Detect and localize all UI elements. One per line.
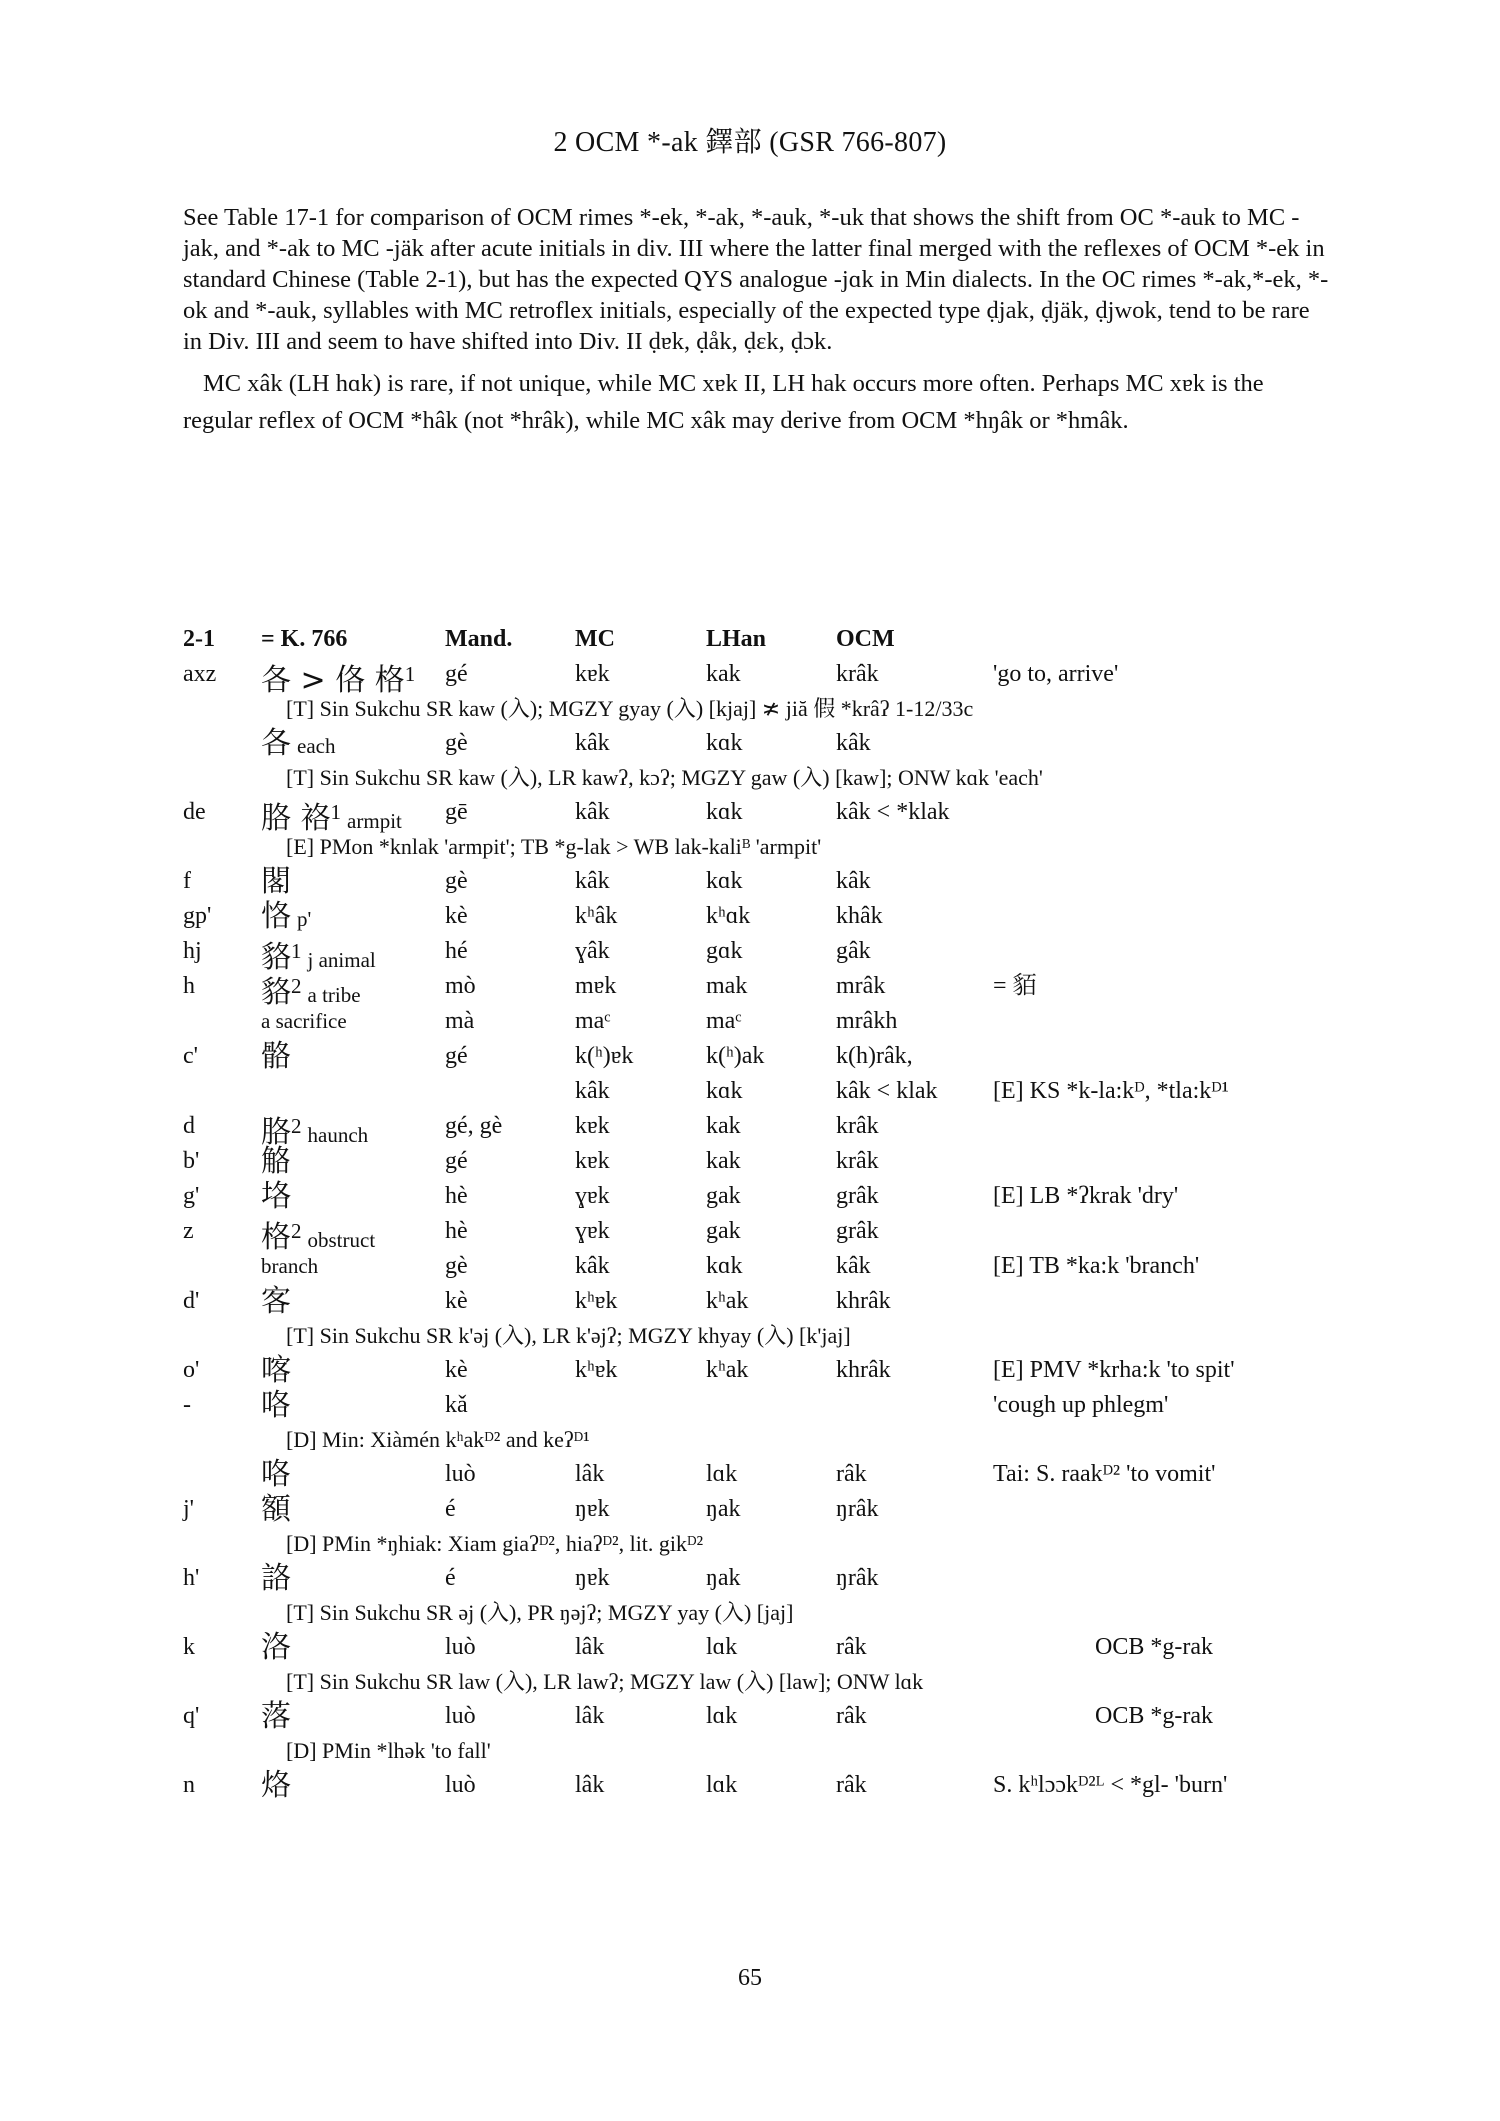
entry-gloss: each — [297, 734, 336, 758]
later-han-reading: gak — [706, 1218, 741, 1244]
note-text: [T] Sin Sukchu SR kaw (入), LR kawʔ, kɔʔ; MGZY gaw (入) [kaw]; ONW kɑk 'each' — [286, 765, 1043, 790]
table-row — [183, 726, 1343, 761]
note-row — [183, 1527, 1343, 1561]
middle-chinese-reading: ɣâk — [575, 938, 610, 964]
entry-id: z — [183, 1218, 194, 1244]
intro-paragraph-1: See Table 17-1 for comparison of OCM rimes *-ek, *-ak, *-auk, *-uk that shows the shift from OC *-auk to MC -jak, and *-ak to MC -jäk after acute initials in div. III where the latter final merged with the reflexes of OCM *-ek in standard Chinese (Table 2-1), but has the expected QYS analogue -jɑk in Min dialects. In the OC rimes *-ak,*-ek, *-ok and *-auk, syllables with MC retroflex initials, especially of the expected type ḍjak, ḍjäk, ḍjwok, tend to be rare in Div. III and seem to have shifted into Div. II ḍɐk, ḍåk, ḍɛk, ḍɔk. — [183, 204, 1329, 355]
comparison-note: 'cough up phlegm' — [993, 1392, 1169, 1418]
mandarin-reading: luò — [445, 1772, 476, 1798]
mandarin-reading: gè — [445, 730, 468, 756]
later-han-reading: kak — [706, 661, 741, 687]
ocm-reading: kâk — [836, 1253, 871, 1279]
entry-id: c' — [183, 1043, 198, 1069]
ocm-reading: ŋrâk — [836, 1565, 879, 1591]
etymology-table — [183, 622, 1343, 1803]
ocm-reading: gâk — [836, 938, 871, 964]
table-row — [183, 1249, 1343, 1284]
table-row — [183, 1074, 1343, 1109]
later-han-reading: kak — [706, 1113, 741, 1139]
chinese-character: 觡 — [261, 1144, 291, 1179]
middle-chinese-reading: mɐk — [575, 973, 617, 999]
comparison-note: [E] KS *k-la:kᴰ, *tla:kᴰ¹ — [993, 1078, 1229, 1104]
comparison-note: = 貊 — [993, 973, 1037, 999]
entry-graph — [261, 864, 291, 902]
ocm-reading: khâk — [836, 903, 883, 929]
chinese-character: 咯 — [261, 1388, 291, 1423]
later-han-reading: gɑk — [706, 938, 743, 964]
mandarin-reading: hè — [445, 1218, 468, 1244]
entry-id: d — [183, 1113, 195, 1139]
ocm-reading: k(h)râk, — [836, 1043, 913, 1069]
entry-graph — [261, 1492, 291, 1530]
mandarin-reading: gè — [445, 868, 468, 894]
later-han-reading: kʰak — [706, 1357, 749, 1383]
table-row — [183, 795, 1343, 836]
note-row — [183, 1423, 1343, 1457]
later-han-reading: ŋak — [706, 1565, 741, 1591]
table-row — [183, 1004, 1343, 1039]
middle-chinese-reading: maᶜ — [575, 1008, 611, 1034]
note-text: [D] PMin *lhək 'to fall' — [286, 1738, 491, 1763]
intro-text — [183, 202, 1333, 439]
entry-graph — [261, 1630, 291, 1668]
middle-chinese-reading: kâk — [575, 730, 610, 756]
table-row — [183, 1768, 1343, 1803]
header-mandarin: Mand. — [445, 626, 513, 652]
chinese-character: 各 — [261, 726, 291, 761]
note-row — [183, 1596, 1343, 1630]
mandarin-reading: kè — [445, 903, 468, 929]
entry-id: o' — [183, 1357, 200, 1383]
note-text: [E] PMon *knlak 'armpit'; TB *g-lak > WB lak-kaliᴮ 'armpit' — [286, 834, 822, 859]
mandarin-reading: gé — [445, 1148, 468, 1174]
entry-id: n — [183, 1772, 195, 1798]
later-han-reading: kʰak — [706, 1288, 749, 1314]
header-middle-chinese: MC — [575, 626, 615, 652]
entry-id: g' — [183, 1183, 200, 1209]
later-han-reading: maᶜ — [706, 1008, 742, 1034]
mandarin-reading: luò — [445, 1634, 476, 1660]
table-row — [183, 657, 1343, 698]
note-row — [183, 1319, 1343, 1353]
comparison-note: OCB *g-rak — [1095, 1703, 1213, 1729]
comparison-note: OCB *g-rak — [1095, 1634, 1213, 1660]
chinese-character: 客 — [261, 1284, 291, 1319]
entry-graph — [261, 1284, 291, 1322]
chinese-character: 貉 — [261, 940, 291, 975]
later-han-reading: kɑk — [706, 730, 743, 756]
table-row — [183, 1457, 1343, 1492]
chinese-character: 詻 — [261, 1561, 291, 1596]
table-row — [183, 1179, 1343, 1214]
note-text: [D] Min: Xiàmén kʰakᴰ² and keʔᴰ¹ — [286, 1427, 590, 1452]
ocm-reading: mrâkh — [836, 1008, 898, 1034]
entry-id: q' — [183, 1703, 200, 1729]
later-han-reading: mak — [706, 973, 748, 999]
middle-chinese-reading: kɐk — [575, 661, 610, 687]
entry-graph — [261, 1353, 291, 1391]
later-han-reading: k(ʰ)ak — [706, 1043, 765, 1069]
entry-gloss: obstruct — [307, 1228, 376, 1252]
note-text: [T] Sin Sukchu SR k'əj (入), LR k'əjʔ; MGZY khyay (入) [k'jaj] — [286, 1323, 851, 1348]
chinese-character: 洛 — [261, 1630, 291, 1665]
entry-id: h' — [183, 1565, 200, 1591]
chinese-character: 額 — [261, 1492, 291, 1527]
chinese-character: 垎 — [261, 1179, 291, 1214]
middle-chinese-reading: ɣɐk — [575, 1183, 610, 1209]
comparison-note: [E] TB *ka:k 'branch' — [993, 1253, 1200, 1279]
entry-gloss: j animal — [307, 948, 376, 972]
table-row — [183, 1388, 1343, 1423]
entry-graph — [261, 1768, 291, 1806]
entry-gloss: haunch — [307, 1123, 369, 1147]
middle-chinese-reading: kʰâk — [575, 903, 618, 929]
table-row — [183, 969, 1343, 1010]
later-han-reading: lɑk — [706, 1461, 738, 1487]
entry-graph — [261, 1457, 291, 1495]
mandarin-reading: hè — [445, 1183, 468, 1209]
entry-graph — [261, 1004, 347, 1039]
entry-gloss: armpit — [347, 809, 402, 833]
ocm-reading: grâk — [836, 1218, 879, 1244]
table-row — [183, 1492, 1343, 1527]
later-han-reading: lɑk — [706, 1772, 738, 1798]
note-row — [183, 692, 1343, 726]
table-row — [183, 1284, 1343, 1319]
superscript-index: 2 — [291, 1219, 302, 1243]
mandarin-reading: mà — [445, 1008, 475, 1034]
chinese-character: 格 — [261, 1220, 291, 1255]
middle-chinese-reading: k(ʰ)ɐk — [575, 1043, 634, 1069]
later-han-reading: kak — [706, 1148, 741, 1174]
ocm-reading: ŋrâk — [836, 1496, 879, 1522]
mandarin-reading: luò — [445, 1461, 476, 1487]
ocm-reading: mrâk — [836, 973, 886, 999]
mandarin-reading: gē — [445, 799, 468, 825]
ocm-reading: kâk < *klak — [836, 799, 950, 825]
table-row — [183, 1144, 1343, 1179]
table-row — [183, 934, 1343, 975]
ocm-reading: kâk — [836, 730, 871, 756]
entry-id: h — [183, 973, 195, 999]
later-han-reading: kʰɑk — [706, 903, 751, 929]
mandarin-reading: gé — [445, 661, 468, 687]
note-text: [T] Sin Sukchu SR əj (入), PR ŋəjʔ; MGZY yay (入) [jaj] — [286, 1600, 794, 1625]
comparison-note: 'go to, arrive' — [993, 661, 1119, 687]
entry-id: de — [183, 799, 206, 825]
comparison-note: [E] LB *ʔkrak 'dry' — [993, 1183, 1179, 1209]
mandarin-reading: é — [445, 1565, 456, 1591]
header-later-han: LHan — [706, 626, 767, 652]
middle-chinese-reading: lâk — [575, 1461, 605, 1487]
entry-id: f — [183, 868, 191, 894]
middle-chinese-reading: kâk — [575, 1253, 610, 1279]
header-ocm: OCM — [836, 626, 895, 652]
entry-graph — [261, 1561, 291, 1599]
chinese-character: 落 — [261, 1699, 291, 1734]
comparison-note: Tai: S. raakᴰ² 'to vomit' — [993, 1461, 1216, 1487]
note-row — [183, 1665, 1343, 1699]
note-text: [T] Sin Sukchu SR kaw (入); MGZY gyay (入) [kjaj] ≭ jiă 假 *krâʔ 1-12/33c — [286, 696, 974, 721]
entry-graph — [261, 899, 311, 937]
header-id: 2-1 — [183, 626, 215, 652]
middle-chinese-reading: kâk — [575, 868, 610, 894]
header-char: = K. 766 — [261, 626, 348, 652]
table-row — [183, 1630, 1343, 1665]
ocm-reading: khrâk — [836, 1288, 891, 1314]
entry-gloss: a sacrifice — [261, 1009, 347, 1033]
later-han-reading: kɑk — [706, 1253, 743, 1279]
chinese-character: 胳 — [261, 1115, 291, 1150]
entry-graph — [261, 1699, 291, 1737]
table-row — [183, 1039, 1343, 1074]
chinese-character: 閣 — [261, 864, 291, 899]
chinese-character: 烙 — [261, 1768, 291, 1803]
note-row — [183, 1734, 1343, 1768]
middle-chinese-reading: kʰɐk — [575, 1288, 618, 1314]
entry-gloss: branch — [261, 1254, 319, 1278]
mandarin-reading: kè — [445, 1357, 468, 1383]
middle-chinese-reading: ŋɐk — [575, 1565, 610, 1591]
page-number: 65 — [738, 1965, 762, 1991]
note-row — [183, 761, 1343, 795]
table-row — [183, 899, 1343, 934]
entry-graph — [261, 1388, 291, 1426]
intro-paragraph-2: MC xâk (LH hɑk) is rare, if not unique, while MC xɐk II, LH hak occurs more often. Perhaps MC xɐk is the regular reflex of OCM *hâk (not *hrâk), while MC xâk may derive from OCM *hŋâk or *hmâk. — [183, 370, 1264, 434]
table-row — [183, 1214, 1343, 1255]
chinese-character: 各 > 佫 格 — [261, 663, 405, 698]
chinese-character: 貉 — [261, 975, 291, 1010]
superscript-index: 2 — [291, 1114, 302, 1138]
ocm-reading: krâk — [836, 1148, 879, 1174]
middle-chinese-reading: lâk — [575, 1634, 605, 1660]
later-han-reading: gak — [706, 1183, 741, 1209]
entry-graph — [261, 1179, 291, 1217]
entry-gloss: a tribe — [307, 983, 361, 1007]
entry-id: b' — [183, 1148, 200, 1174]
entry-graph — [261, 1039, 291, 1077]
entry-id: hj — [183, 938, 202, 964]
table-row — [183, 864, 1343, 899]
middle-chinese-reading: ɣɐk — [575, 1218, 610, 1244]
middle-chinese-reading: kâk — [575, 1078, 610, 1104]
middle-chinese-reading: kʰɐk — [575, 1357, 618, 1383]
mandarin-reading: gè — [445, 1253, 468, 1279]
note-text: [D] PMin *ŋhiak: Xiam giaʔᴰ², hiaʔᴰ², lit. gikᴰ² — [286, 1531, 704, 1556]
later-han-reading: ŋak — [706, 1496, 741, 1522]
superscript-index: 1 — [404, 662, 416, 686]
superscript-index: 1 — [330, 800, 342, 824]
entry-id: axz — [183, 661, 217, 687]
note-text: [T] Sin Sukchu SR law (入), LR lawʔ; MGZY law (入) [law]; ONW lɑk — [286, 1669, 924, 1694]
middle-chinese-reading: kâk — [575, 799, 610, 825]
entry-id: k — [183, 1634, 195, 1660]
table-row — [183, 1109, 1343, 1150]
middle-chinese-reading: lâk — [575, 1772, 605, 1798]
ocm-reading: kâk < klak — [836, 1078, 938, 1104]
table-row — [183, 1699, 1343, 1734]
mandarin-reading: hé — [445, 938, 468, 964]
entry-id: d' — [183, 1288, 200, 1314]
chinese-character: 咯 — [261, 1457, 291, 1492]
superscript-index: 2 — [291, 974, 302, 998]
mandarin-reading: kè — [445, 1288, 468, 1314]
mandarin-reading: luò — [445, 1703, 476, 1729]
ocm-reading: râk — [836, 1703, 867, 1729]
later-han-reading: kɑk — [706, 868, 743, 894]
chinese-character: 骼 — [261, 1039, 291, 1074]
ocm-reading: râk — [836, 1634, 867, 1660]
comparison-note: S. kʰlɔɔkᴰ²ᴸ < *gl- 'burn' — [993, 1772, 1228, 1798]
ocm-reading: khrâk — [836, 1357, 891, 1383]
later-han-reading: lɑk — [706, 1634, 738, 1660]
middle-chinese-reading: kɐk — [575, 1113, 610, 1139]
section-heading: 2 OCM *-ak 鐸部 (GSR 766-807) — [553, 127, 947, 158]
ocm-reading: râk — [836, 1772, 867, 1798]
entry-graph — [261, 1144, 291, 1182]
chinese-character: 恪 — [261, 899, 291, 934]
table-row — [183, 1353, 1343, 1388]
note-row — [183, 830, 1343, 864]
entry-id: j' — [183, 1496, 194, 1522]
entry-id: - — [183, 1392, 191, 1418]
entry-graph — [261, 726, 335, 764]
mandarin-reading: gé, gè — [445, 1113, 503, 1139]
mandarin-reading: mò — [445, 973, 476, 999]
ocm-reading: krâk — [836, 661, 879, 687]
mandarin-reading: kǎ — [445, 1392, 468, 1418]
middle-chinese-reading: ŋɐk — [575, 1496, 610, 1522]
comparison-note: [E] PMV *krha:k 'to spit' — [993, 1357, 1235, 1383]
chinese-character: 胳 袼 — [261, 801, 331, 836]
table-header — [183, 622, 1343, 657]
superscript-index: 1 — [291, 939, 302, 963]
later-han-reading: lɑk — [706, 1703, 738, 1729]
mandarin-reading: é — [445, 1496, 456, 1522]
middle-chinese-reading: lâk — [575, 1703, 605, 1729]
chinese-character: 喀 — [261, 1353, 291, 1388]
later-han-reading: kɑk — [706, 799, 743, 825]
ocm-reading: kâk — [836, 868, 871, 894]
entry-id: gp' — [183, 903, 212, 929]
ocm-reading: krâk — [836, 1113, 879, 1139]
mandarin-reading: gé — [445, 1043, 468, 1069]
table-row — [183, 1561, 1343, 1596]
ocm-reading: grâk — [836, 1183, 879, 1209]
entry-graph — [261, 1249, 318, 1284]
ocm-reading: râk — [836, 1461, 867, 1487]
middle-chinese-reading: kɐk — [575, 1148, 610, 1174]
later-han-reading: kɑk — [706, 1078, 743, 1104]
entry-gloss: p' — [297, 907, 312, 931]
